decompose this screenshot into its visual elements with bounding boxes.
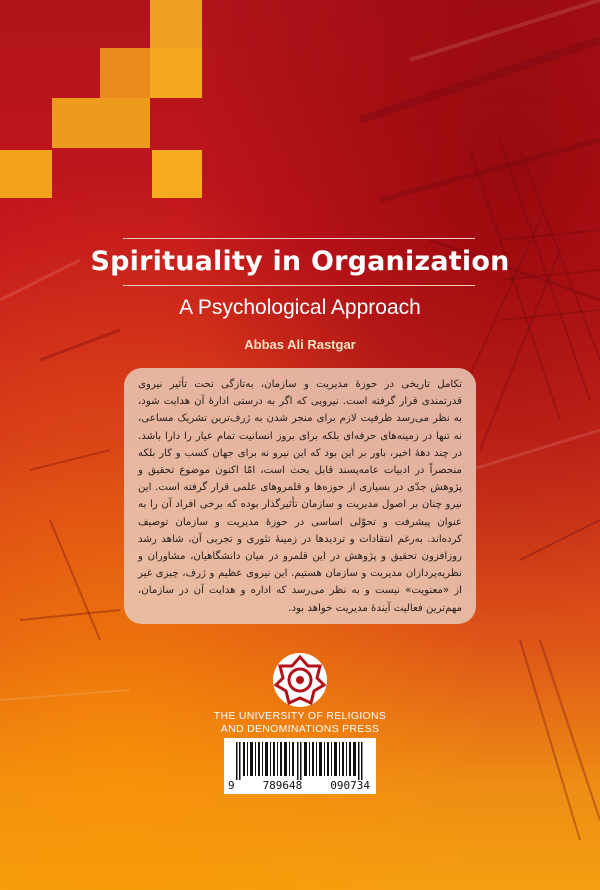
title-top-rule: [123, 238, 475, 239]
publisher-name: [0, 710, 600, 736]
isbn-barcode: [224, 738, 376, 794]
barcode-right-group: 090734: [330, 779, 370, 792]
blurb-text: تکامل تاریخی در حوزهٔ مدیریت و سازمان، به‌تازگی تحت تأثیر نیروی قدرتمندی قرار گرفته است. نیرویی که اگر به درستی ادارهٔ آن هدایت شود، به نظر می‌رسد ظرفیت لازم برای منجر شدن به ژرف‌ترین تشریک مساعی، نه تنها در زمینه‌های حرفه‌ای بلکه برای بروز انسانیت تمام عیار را دارا باشد. در چند دههٔ اخیر، باور بر این بود که این نیرو نه برای جهان کسب و کار بلکه منحصراً در ادبیات عامه‌پسند قابل بحث است، امّا اکنون موضوع تحقیق و پژوهش جدّی در بسیاری از حوزه‌ها و قلمروهای علمی قرار گرفته است. این نیرو چنان بر اصول مدیریت و سازمان تأثیرگذار بوده که برخی افراد آن را به عنوان پیشرفت و تحوّلی اساسی در حوزهٔ مدیریت و سازمان توصیف کرده‌اند. به‌رغم انتقادات و تردیدها در زمینهٔ تئوری و تجربی آن، شاهد رشد روزافزون تحقیق و پژوهش در این قلمرو در میان دانشگاهیان، مشاوران و نظریه‌پردازان مدیریت و سازمان هستیم. این نیروی عظیم و ژرف، چیزی غیر از «معنویت» نیست و به نظر می‌رسد که اداره و هدایت آن در سازمان، مهم‌ترین فعالیت آیندهٔ مدیریت خواهد بود.: [138, 379, 462, 614]
publisher-line-1: THE UNIVERSITY OF RELIGIONS: [213, 710, 387, 722]
book-title: Spirituality in Organization: [90, 246, 510, 277]
title-bottom-rule: [123, 285, 475, 286]
publisher-line-2: AND DENOMINATIONS PRESS: [220, 723, 380, 735]
barcode-left-group: 789648: [262, 779, 303, 792]
book-subtitle: A Psychological Approach: [179, 296, 421, 319]
publisher-logo-icon: [271, 651, 329, 709]
barcode-digits: [224, 779, 376, 792]
book-author: Abbas Ali Rastgar: [244, 337, 356, 352]
blurb-panel: [124, 368, 476, 624]
barcode-icon: [224, 738, 376, 780]
barcode-first-digit: 9: [228, 779, 235, 792]
